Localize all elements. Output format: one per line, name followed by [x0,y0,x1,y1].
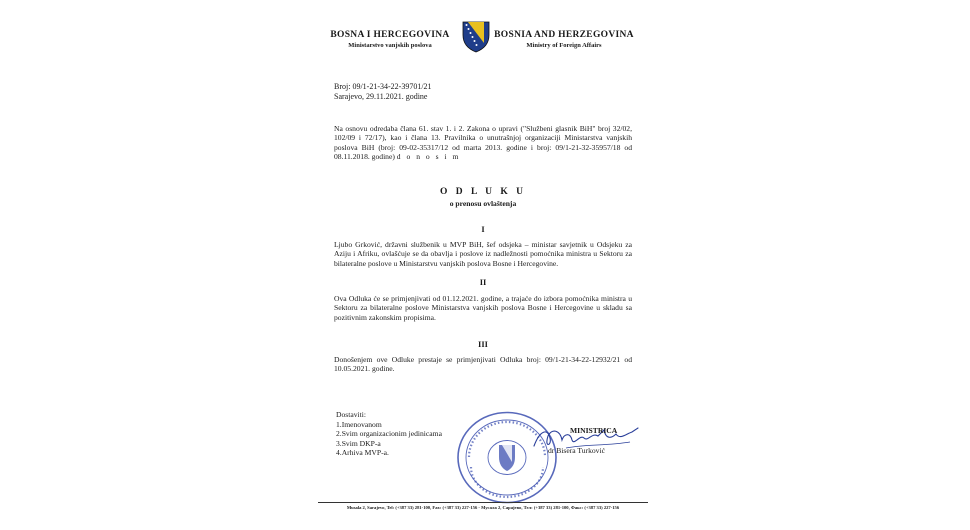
decision-title: O D L U K U [439,187,527,197]
document-reference [334,82,432,102]
section-text-1: Ljubo Grković, državni službenik u MVP BiH, šef odsjeka – ministar savjetnik u Odsjeku za Aziju i Afriku, ovlašćuje se da obavlja i poslove iz nadležnosti pomoćnika ministra u Sektoru za bilateralne poslove u Ministarstvu vanjskih poslova Bosne i Hercegovine. [334,240,632,268]
letterhead-left [320,30,460,49]
distribution-list [336,410,442,458]
distribution-item: 3.Svim DKP-a [336,438,381,448]
country-name-english: BOSNIA AND HERZEGOVINA [494,30,634,40]
section-numeral-1: I [481,224,485,234]
reference-place-date: Sarajevo, 29.11.2021. godine [334,92,428,101]
footer-divider [318,502,648,503]
signatory-name: dr Bisera Turković [548,446,605,455]
section-numeral-3: III [478,339,488,349]
distribution-item: 2.Svim organizacionim jedinicama [336,429,442,439]
ministry-name-local: Ministarstvo vanjskih poslova [348,42,432,49]
reference-number: Broj: 09/1-21-34-22-39701/21 [334,82,432,91]
country-name-local: BOSNA I HERCEGOVINA [330,30,450,40]
footer-contact: Musala 2, Sarajevo, Tel: (+387 33) 281-100, Fax: (+387 33) 227-156 - Мусала 2, Сарајево, Тел: (+387 33) 281-100, Факс: (+387 33) 227-156 [346,505,620,510]
letterhead-right [494,30,634,49]
intro-text: Na osnovu odredaba člana 61. stav 1. i 2. Zakona o upravi ("Službeni glasnik BiH" broj 32/02, 102/09 i 72/17), kao i člana 13. Pravilnika o unutrašnjoj organizaciji Ministarstva vanjskih poslova BiH (broj: 09-02-35317/12 od marta 2013. godine i broj: 09/1-21-32-35957/18 od 08.11.2018. godine) [334,124,632,162]
decision-subtitle: o prenosu ovlaštenja [449,199,517,208]
distribution-heading: Dostaviti: [336,410,366,419]
distribution-item: 1.Imenovanom [336,419,382,429]
section-numeral-2: II [479,277,487,287]
distribution-item: 4.Arhiva MVP-a. [336,448,389,458]
section-text-2: Ova Odluka će se primjenjivati od 01.12.2021. godine, a trajaće do izbora pomoćnika ministra u Sektoru za bilateralne poslove Ministarstva vanjskih poslova Bosne i Hercegovine u skladu sa pozitivnim zakonskim propisima. [334,294,632,322]
section-text-3: Donošenjem ove Odluke prestaje se primjenjivati Odluka broj: 09/1-21-34-22-12932/21 od 10.05.2021. godine. [334,355,632,374]
intro-paragraph [334,124,632,162]
ministry-name-english: Ministry of Foreign Affairs [526,42,602,49]
coat-of-arms-icon [462,21,490,53]
signatory-role: MINISTRICA [570,426,618,435]
intro-donosim: d o n o s i m [396,152,461,162]
